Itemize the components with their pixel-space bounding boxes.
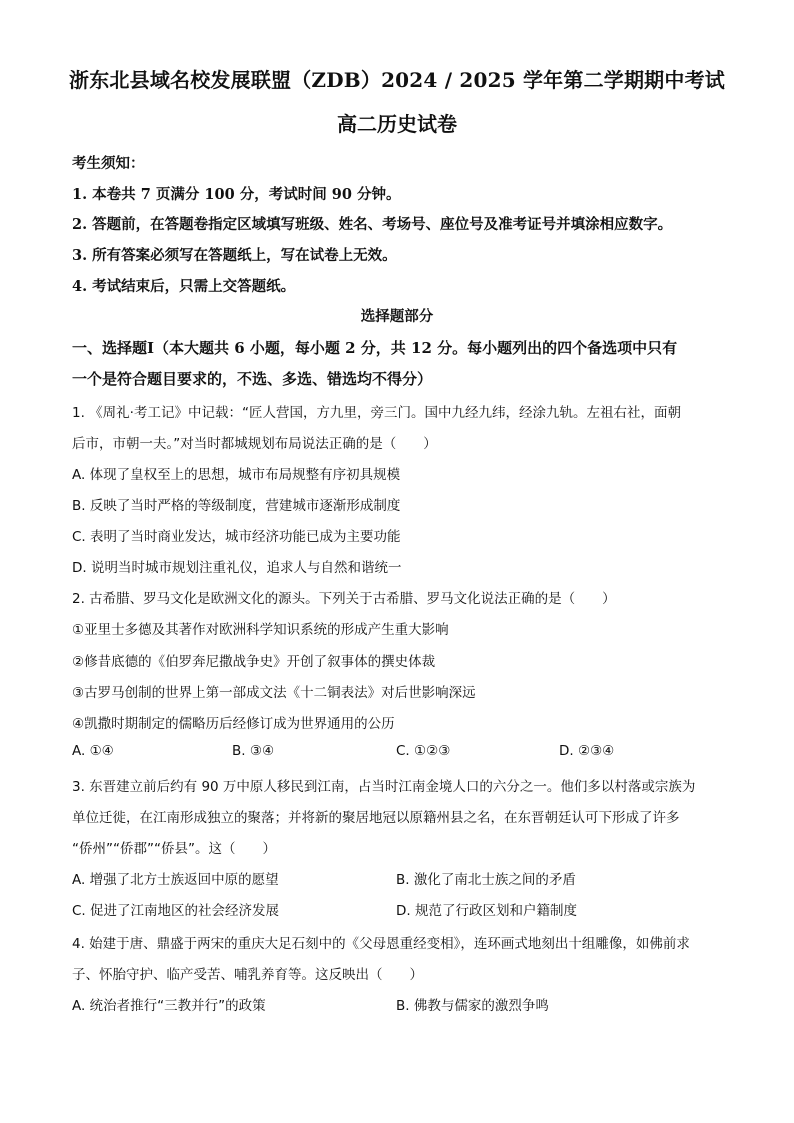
question-2-statement-2: ②修昔底德的《伯罗奔尼撒战争史》开创了叙事体的撰史体裁 <box>72 654 436 670</box>
question-2-statement-3: ③古罗马创制的世界上第一部成文法《十二铜表法》对后世影响深远 <box>72 685 476 701</box>
question-1-option-d: D. 说明当时城市规划注重礼仪，追求人与自然和谐统一 <box>72 560 402 576</box>
question-2-option-c: C. ①②③ <box>396 743 451 759</box>
question-2-statement-4: ④凯撒时期制定的儒略历后经修订成为世界通用的公历 <box>72 716 395 732</box>
question-3-option-d: D. 规范了行政区划和户籍制度 <box>396 903 577 919</box>
notice-heading: 考生须知： <box>72 155 145 172</box>
question-2-option-b: B. ③④ <box>232 743 275 759</box>
question-3-stem-line2: 单位迁徙，在江南形成独立的聚落；并将新的聚居地冠以原籍州县之名，在东晋朝廷认可下形成了许多 <box>72 810 680 826</box>
exam-subtitle: 高二历史试卷 <box>337 112 457 136</box>
part-title-line1: 一、选择题Ⅰ（本大题共 6 小题，每小题 2 分，共 12 分。每小题列出的四个备选项中只有 <box>72 339 678 357</box>
question-4-stem-line1: 4. 始建于唐、鼎盛于两宋的重庆大足石刻中的《父母恩重经变相》，连环画式地刻出十组雕像，如佛前求 <box>72 936 690 952</box>
question-1-stem-line1: 1. 《周礼·考工记》中记载：“匠人营国，方九里，旁三门。国中九经九纬，经涂九轨。左祖右社，面朝 <box>72 405 681 421</box>
question-4-option-b: B. 佛教与儒家的激烈争鸣 <box>396 998 549 1014</box>
question-3-option-b: B. 激化了南北士族之间的矛盾 <box>396 872 576 888</box>
question-3-stem-line3: “侨州”“侨郡”“侨县”。这（ ） <box>72 841 276 857</box>
question-3-option-c: C. 促进了江南地区的社会经济发展 <box>72 903 280 919</box>
question-2-stem: 2. 古希腊、罗马文化是欧洲文化的源头。下列关于古希腊、罗马文化说法正确的是（ ） <box>72 591 616 607</box>
question-3-stem-line1: 3. 东晋建立前后约有 90 万中原人移民到江南，占当时江南金境人口的六分之一。他们多以村落或宗族为 <box>72 779 696 795</box>
question-2-statement-1: ①亚里士多德及其著作对欧洲科学知识系统的形成产生重大影响 <box>72 622 449 638</box>
notice-item-4: 4. 考试结束后，只需上交答题纸。 <box>72 278 296 295</box>
notice-item-3: 3. 所有答案必须写在答题纸上，写在试卷上无效。 <box>72 247 397 264</box>
section-title: 选择题部分 <box>360 308 434 325</box>
notice-item-2: 2. 答题前，在答题卷指定区域填写班级、姓名、考场号、座位号及准考证号并填涂相应数字。 <box>72 216 673 233</box>
question-3-option-a: A. 增强了北方士族返回中原的愿望 <box>72 872 279 888</box>
question-1-option-a: A. 体现了皇权至上的思想，城市布局规整有序初具规模 <box>72 467 401 483</box>
question-1-option-b: B. 反映了当时严格的等级制度，营建城市逐渐形成制度 <box>72 498 401 514</box>
notice-item-1: 1. 本卷共 7 页满分 100 分，考试时间 90 分钟。 <box>72 186 401 203</box>
exam-title: 浙东北县域名校发展联盟（ZDB）2024 / 2025 学年第二学期期中考试 <box>69 68 725 92</box>
question-2-option-a: A. ①④ <box>72 743 114 759</box>
part-title-line2: 一个是符合题目要求的，不选、多选、错选均不得分） <box>72 370 433 388</box>
question-1-option-c: C. 表明了当时商业发达，城市经济功能已成为主要功能 <box>72 529 401 545</box>
question-1-stem-line2: 后市，市朝一夫。”对当时都城规划布局说法正确的是（ ） <box>72 436 437 452</box>
question-2-option-d: D. ②③④ <box>559 743 615 759</box>
question-4-stem-line2: 子、怀胎守护、临产受苦、哺乳养育等。这反映出（ ） <box>72 967 423 983</box>
question-4-option-a: A. 统治者推行“三教并行”的政策 <box>72 998 266 1014</box>
